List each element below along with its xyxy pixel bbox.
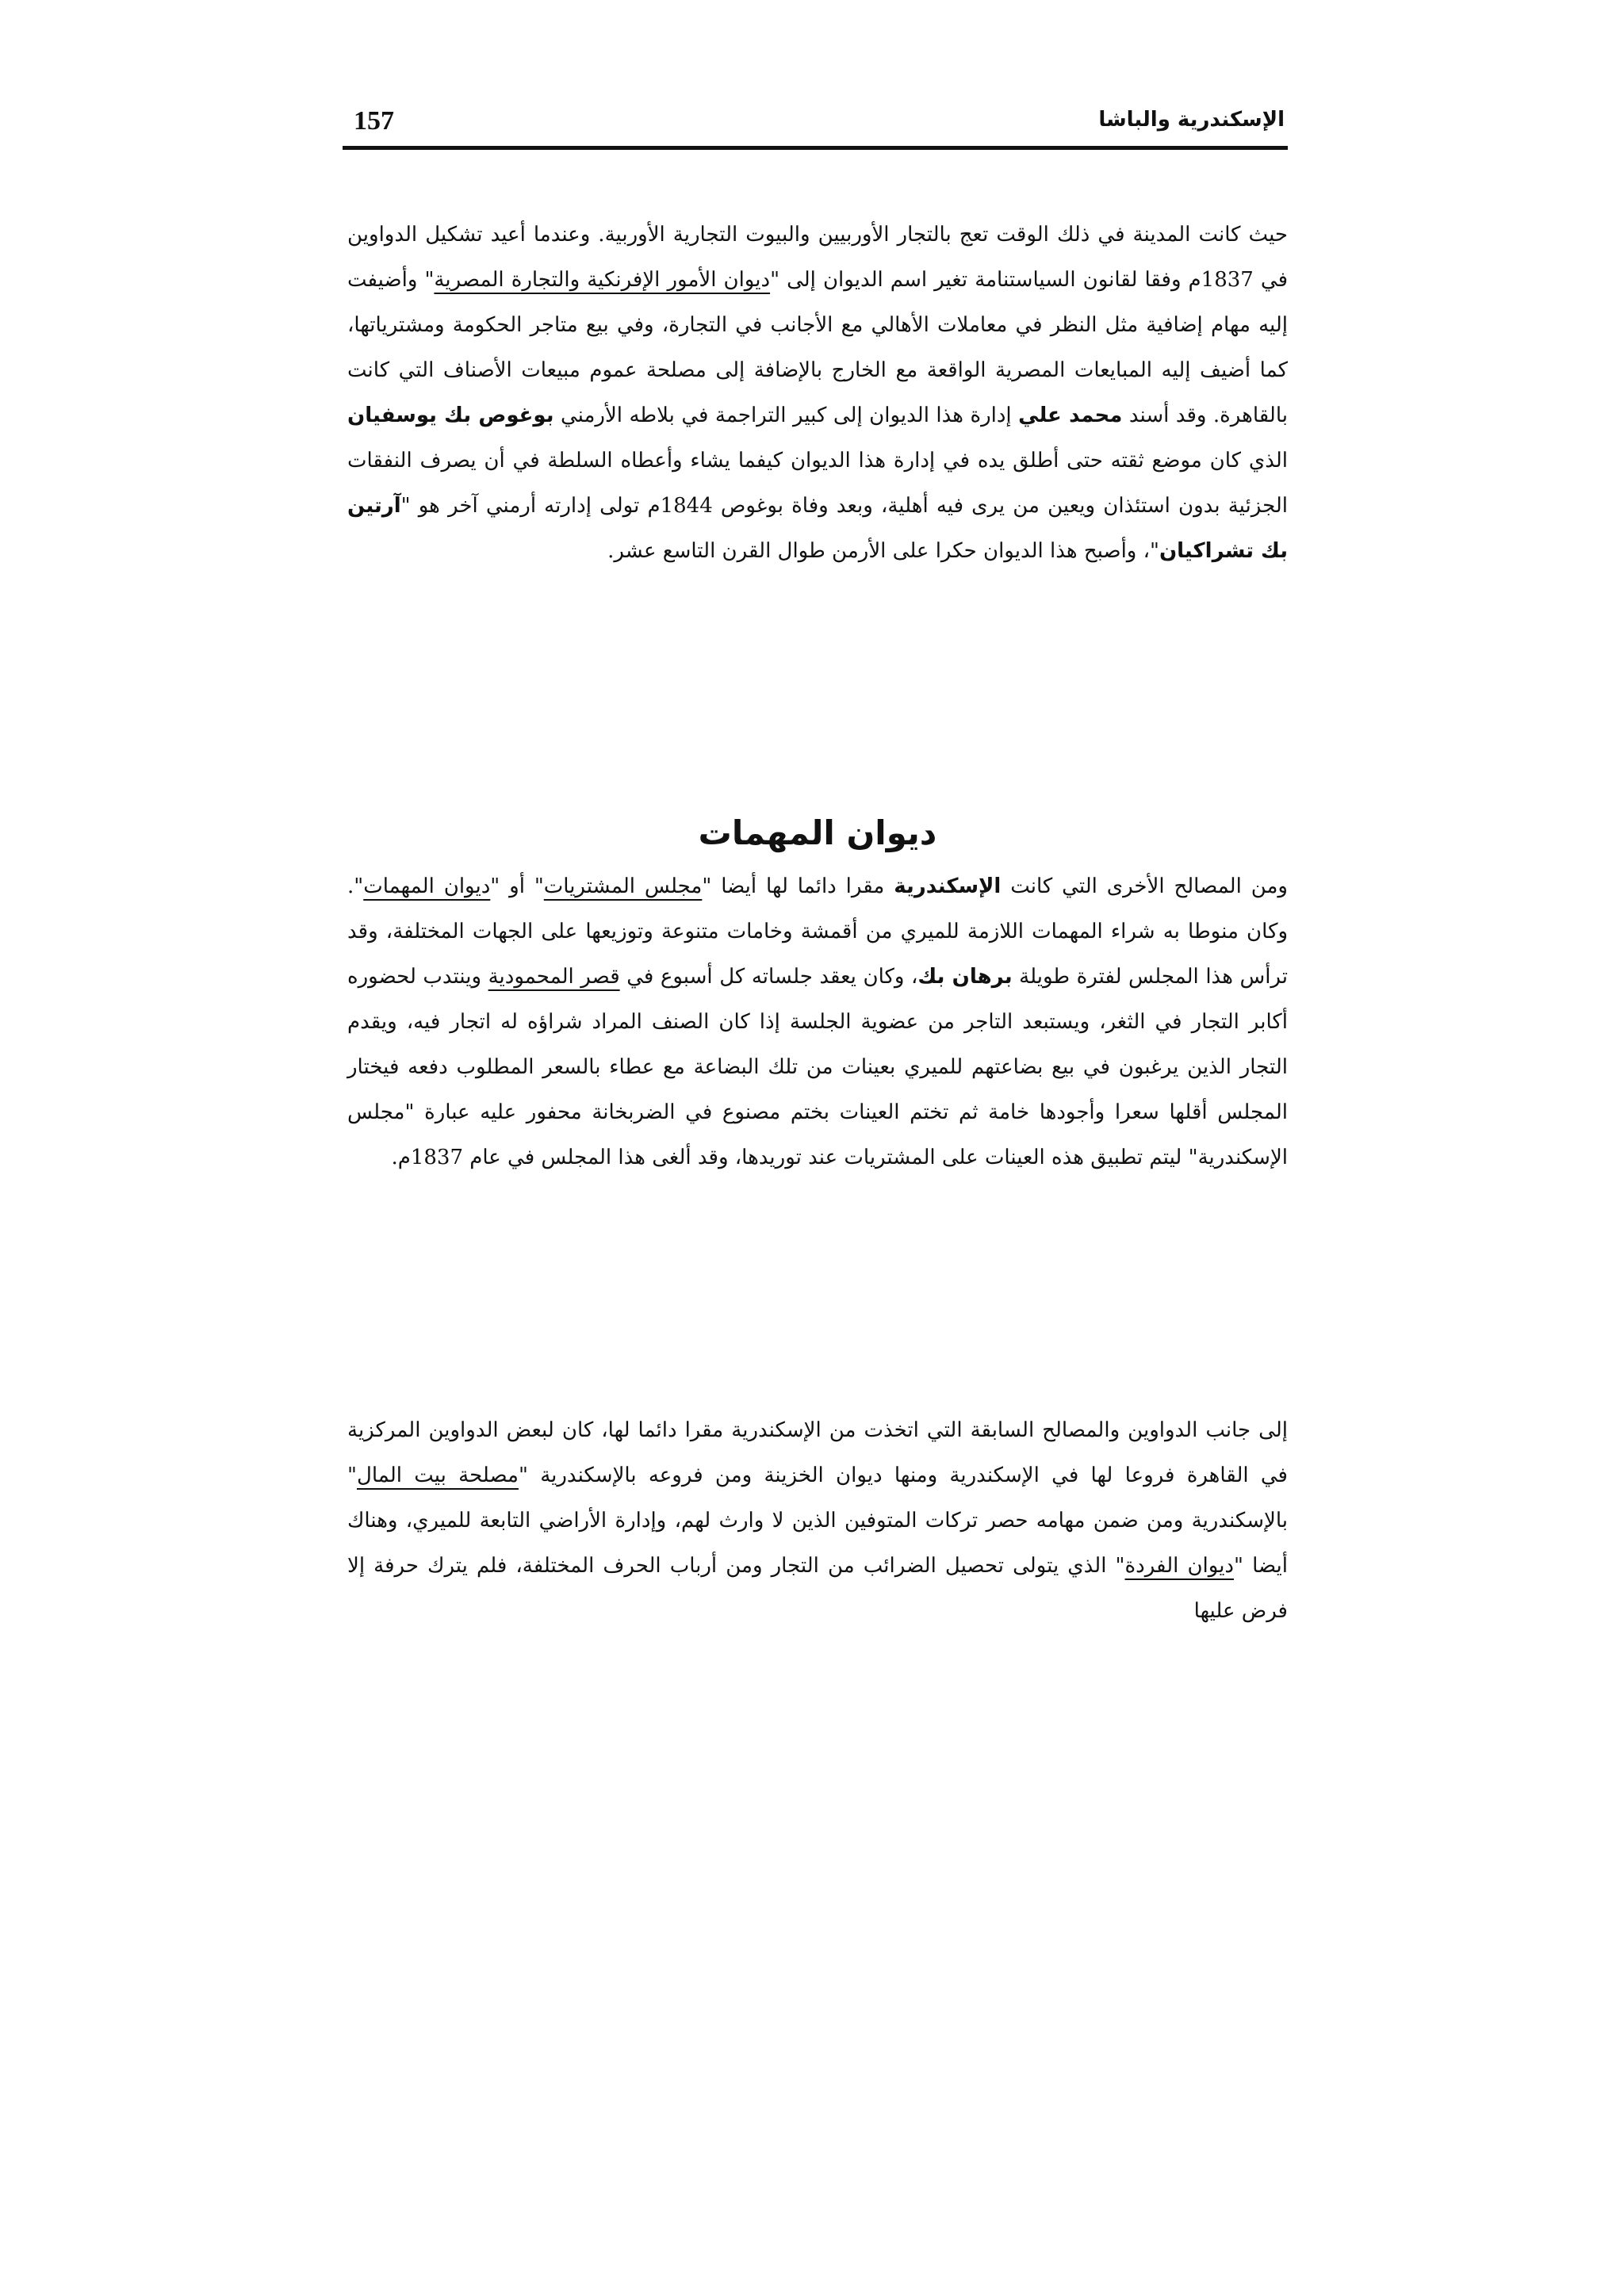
page-header	[343, 101, 1288, 149]
underlined-term: قصر المحمودية	[488, 965, 620, 989]
text-run: "، وأصبح هذا الديوان حكرا على الأرمن طوال القرن التاسع عشر.	[607, 539, 1159, 563]
text-run: " أو "	[490, 874, 544, 898]
header-rule	[343, 146, 1288, 150]
underlined-term: ديوان الفردة	[1124, 1554, 1235, 1578]
bold-name: الإسكندرية	[894, 874, 1002, 898]
text-run: إلى جانب الدواوين والمصالح السابقة التي اتخذت من الإسكندرية مقرا دائما لها، كان لبعض الدواوين المركزية في القاهرة فروعا لها في الإسكندرية ومنها ديوان الخزينة ومن فروعه بالإسكندرية "	[347, 1418, 1288, 1487]
bold-name: بوغوص بك يوسفيان	[347, 404, 554, 427]
bold-name: برهان بك	[917, 965, 1013, 989]
text-run: " الذي يتولى تحصيل الضرائب من التجار ومن أرباب الحرف المختلفة، فلم يترك حرفة إلا فرض عليها	[347, 1554, 1288, 1623]
text-run: " بالإسكندرية ومن ضمن مهامه حصر تركات المتوفين الذين لا وارث لهم، وإدارة الأراضي التابعة للميري، وهناك أيضا "	[347, 1464, 1288, 1578]
underlined-term: ديوان المهمات	[363, 874, 491, 898]
text-run: مقرا دائما لها أيضا "	[702, 874, 894, 898]
page-number: 157	[354, 106, 394, 136]
bold-name: آرتين بك تشراكيان	[347, 494, 1288, 563]
text-run: إدارة هذا الديوان إلى كبير التراجمة في بلاطه الأرمني	[553, 404, 1019, 427]
paragraph-3	[347, 1408, 1288, 1634]
paragraph-2	[347, 864, 1288, 1181]
text-run: حيث كانت المدينة في ذلك الوقت تعج بالتجار الأوربيين والبيوت التجارية الأوربية. وعندما أعيد تشكيل الدواوين في 1837م وفقا لقانون السياستنامة تغير اسم الديوان إلى "	[347, 223, 1289, 292]
section-heading: ديوان المهمات	[698, 813, 937, 852]
running-title: الإسكندرية والباشا	[1098, 108, 1285, 132]
text-run: ، وكان يعقد جلساته كل أسبوع في	[619, 965, 918, 989]
paragraph-1	[347, 212, 1288, 574]
text-run: ". وكان منوطا به شراء المهمات اللازمة للميري من أقمشة وخامات متنوعة وتوزيعها على الجهات المختلفة، وقد ترأس هذا المجلس لفترة طويلة	[347, 874, 1289, 989]
text-run: وينتدب لحضوره أكابر التجار في الثغر، ويستبعد التاجر من عضوية الجلسة إذا كان الصنف المراد شراؤه له اتجار فيه، ويقدم التجار الذين يرغبون في بيع بضاعتهم للميري بعينات من تلك البضاعة مع عطاء بالسعر المطلوب دفعه فيختار المجلس أقلها سعرا وأجودها خامة ثم تختم العينات بختم مصنوع في الضربخانة محفور عليه عبارة "مجلس الإسكندرية" ليتم تطبيق هذه العينات على المشتريات عند توريدها، وقد ألغى هذا المجلس في عام 1837م.	[347, 965, 1288, 1169]
text-run: " وأضيفت إليه مهام إضافية مثل النظر في معاملات الأهالي مع الأجانب في التجارة، وفي بيع متاجر الحكومة ومشترياتها، كما أضيف إليه المبايعات المصرية الواقعة مع الخارج بالإضافة إلى مصلحة عموم مبيعات الأصناف التي كانت بالقاهرة. وقد أسند	[347, 268, 1289, 427]
text-run: الذي كان موضع ثقته حتى أطلق يده في إدارة هذا الديوان كيفما يشاء وأعطاه السلطة في أن يصرف النفقات الجزئية بدون استئذان ويعين من يرى فيه أهلية، وبعد وفاة بوغوص 1844م تولى إدارته أرمني آخر هو "	[347, 449, 1289, 518]
text-run: ومن المصالح الأخرى التي كانت	[1001, 874, 1288, 898]
underlined-term: ديوان الأمور الإفرنكية والتجارة المصرية	[434, 268, 771, 292]
underlined-term: مصلحة بيت المال	[356, 1464, 519, 1487]
underlined-term: مجلس المشتريات	[543, 874, 703, 898]
bold-name: محمد علي	[1018, 404, 1123, 427]
